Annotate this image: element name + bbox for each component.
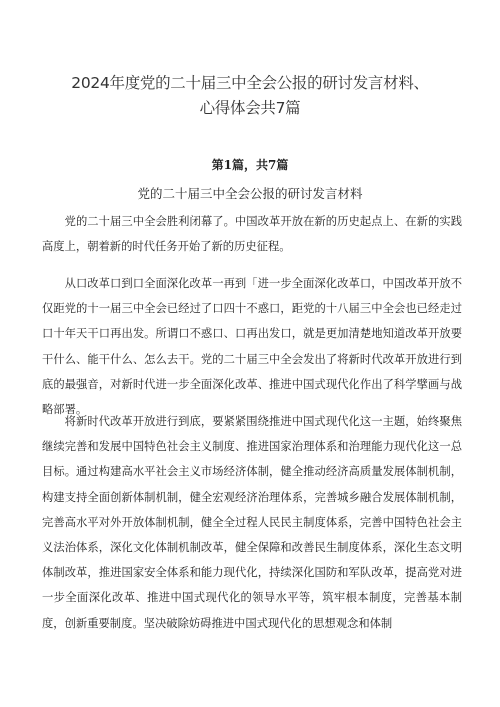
- section-title: 党的二十届三中全会公报的研讨发言材料: [137, 186, 363, 201]
- body-paragraph-2: 从口改革口到口全面深化改革一再到「进一步全面深化改革口，中国改革开放不仅距党的十一届三中全会已经过了口四十不惑口，距党的十八届三中全会也已经走过口十年天干口再出发。所谓口不惑口、口再出发口，就是更加清楚地知道改革开放要干什么、能干什么、怎么去干。党的二十届三中全会发出了将新时代改革开放进行到底的最强音，对新时代进一步全面深化改革、推进中国式现代化作出了科学擘画与战略部署。: [42, 277, 462, 417]
- body-paragraph-1: 党的二十届三中全会胜利闭幕了。中国改革开放在新的历史起点上、在新的实践高度上，朝着新的时代任务开始了新的历史征程。: [42, 215, 462, 254]
- section-label: 第1篇，共7篇: [211, 158, 289, 172]
- document-title-line-2: 心得体会共7篇: [199, 99, 301, 117]
- document-title-line-1: 2024年度党的二十届三中全会公报的研讨发言材料、: [71, 74, 429, 92]
- body-paragraph-3: 将新时代改革开放进行到底，要紧紧围绕推进中国式现代化这一主题，始终聚焦继续完善和发展中国特色社会主义制度、推进国家治理体系和治理能力现代化这一总目标。通过构建高水平社会主义市场经济体制，健全推动经济高质量发展体制机制，构建支持全面创新体制机制，健全宏观经济治理体系，完善城乡融合发展体制机制，完善高水平对外开放体制机制，健全全过程人民民主制度体系，完善中国特色社会主义法治体系，深化文化体制机制改革，健全保障和改善民生制度体系，深化生态文明体制改革，推进国家安全体系和能力现代化，持续深化国防和军队改革，提高党对进一步全面深化改革、推进中国式现代化的领导水平等，筑牢根本制度，完善基本制度，创新重要制度。坚决破除妨碍推进中国式现代化的思想观念和体制: [42, 415, 462, 630]
